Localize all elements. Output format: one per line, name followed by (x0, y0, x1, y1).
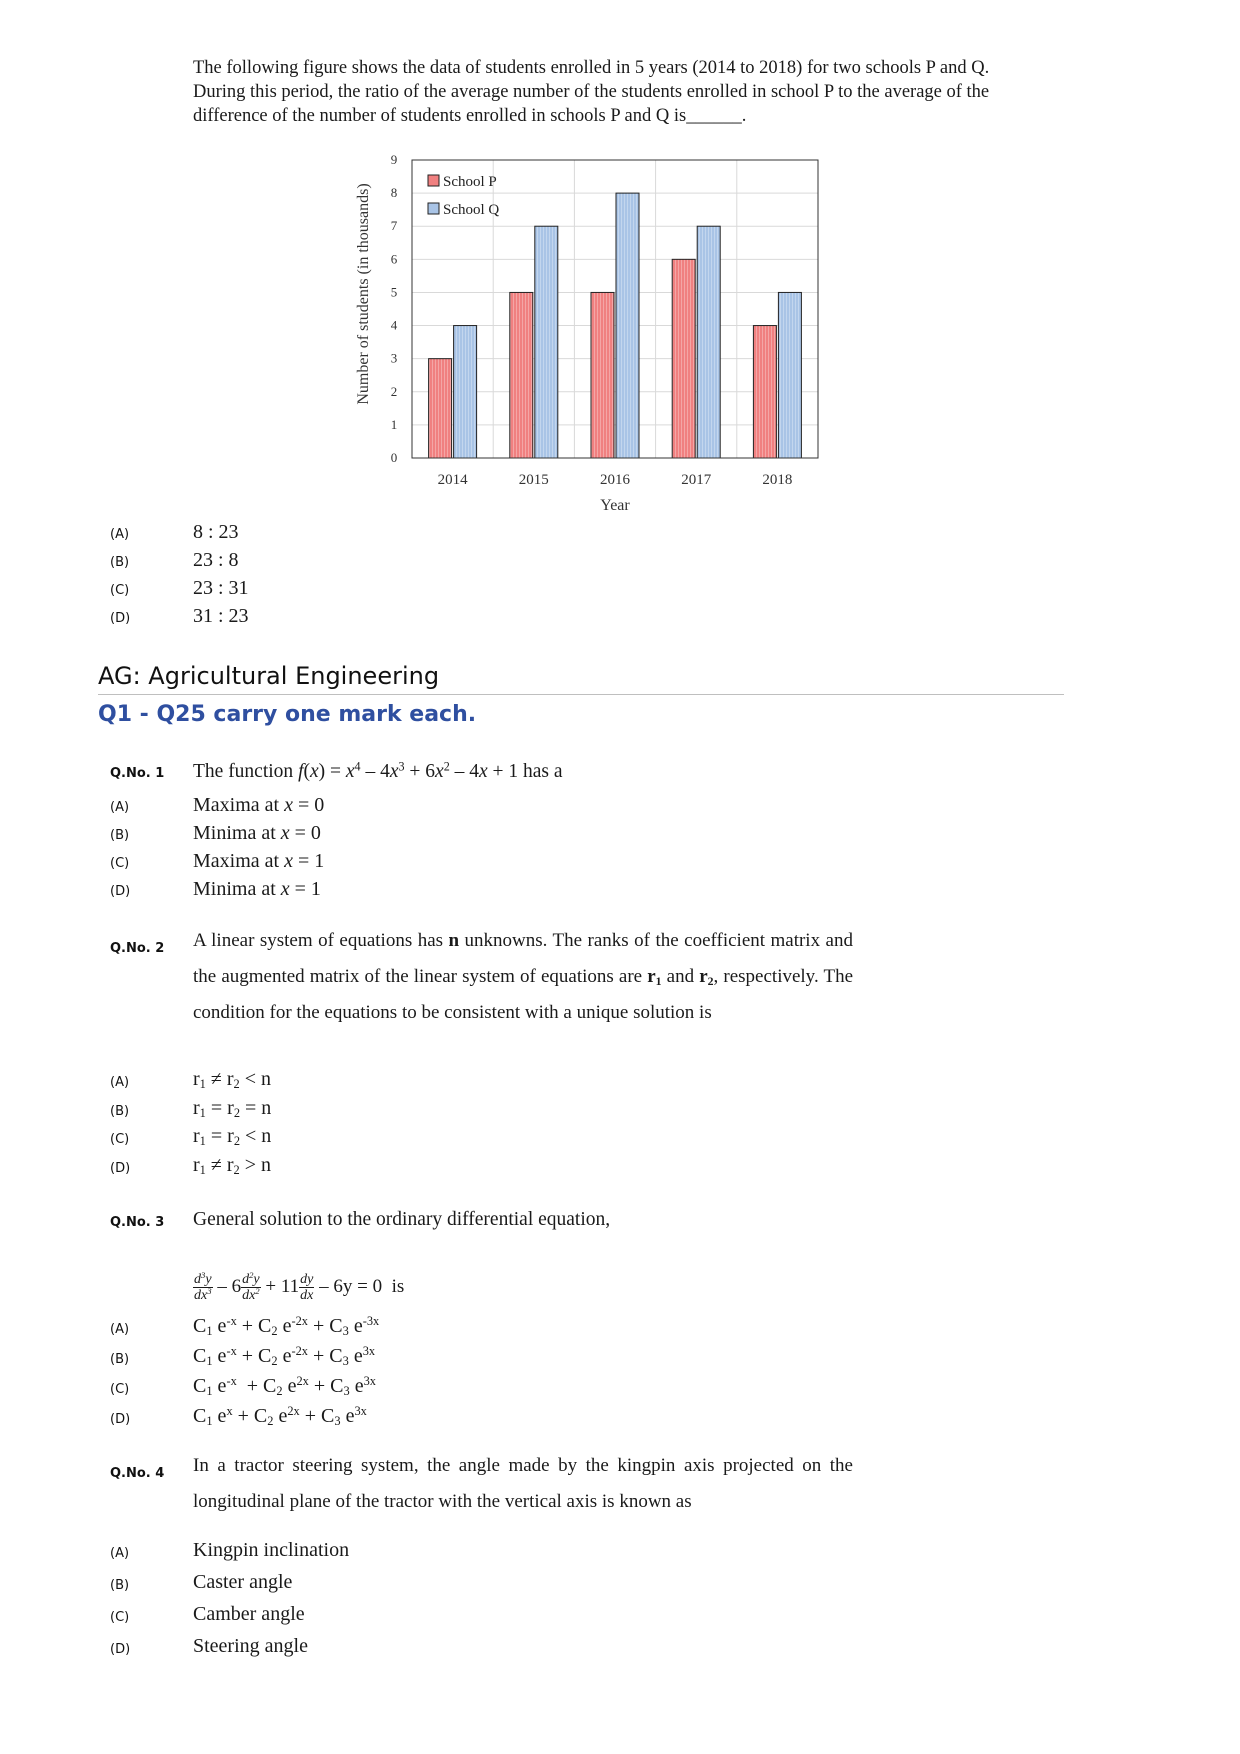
option-d[interactable]: Steering angle (193, 1635, 308, 1657)
y-tick-label: 5 (390, 284, 398, 300)
q4-text: In a tractor steering system, the angle made by the kingpin axis projected on the longitudinal plane of the tractor with the vertical axis is known as (193, 1455, 853, 1512)
option-c[interactable]: $r_1 = r_2 < n$ (193, 1125, 272, 1149)
x-tick-label: 2014 (437, 472, 468, 488)
x-tick-labels (438, 472, 793, 488)
option-label: (C) (110, 1382, 130, 1397)
option-label: (C) (110, 1132, 130, 1147)
y-axis-label: Number of students (in thousands) (355, 183, 372, 405)
option-label: (A) (110, 800, 130, 815)
q2-text: A linear system of equations has n unknowns. The ranks of the coefficient matrix and the augmented matrix of the linear system of equations are $r_1$ and $r_2$, respectively. The condition for the equations to be consistent with a unique solution is (193, 930, 854, 1023)
question-number: Q.No. 2 (110, 941, 165, 956)
option-label: (D) (110, 884, 131, 899)
option-c[interactable]: $C_1$ $e^{-x} + C_2$ $e^{2x} + C_3$ $e^{3x}$ (193, 1374, 376, 1399)
y-tick-label: 9 (390, 152, 398, 167)
question-number: Q.No. 4 (110, 1466, 165, 1481)
section-title: AG: Agricultural Engineering (98, 662, 440, 690)
y-tick-label: 4 (390, 317, 398, 333)
y-tick-label: 8 (390, 185, 398, 201)
option-c[interactable]: Maxima at x = 1 (193, 850, 325, 872)
bar-school-q-2016 (616, 193, 639, 458)
q1-text: The function $f(x) = x^4 - 4x^3 + 6x^2 - 4x + 1$ has a (193, 759, 563, 782)
option-c[interactable]: 23 : 31 (193, 577, 249, 599)
option-label: (A) (110, 1546, 130, 1561)
bar-school-p-2015 (510, 292, 533, 458)
option-label: (A) (110, 1322, 130, 1337)
y-tick-label: 6 (390, 251, 398, 267)
chart-legend (428, 174, 499, 218)
option-d[interactable]: $C_1$ $e^x + C_2$ $e^{2x} + C_3$ $e^{3x}$ (193, 1404, 367, 1429)
legend-label: School Q (443, 202, 500, 218)
option-a[interactable]: $C_1$ $e^{-x} + C_2$ $e^{-2x} + C_3$ $e^{-3x}$ (193, 1314, 380, 1339)
legend-swatch (428, 175, 439, 186)
y-tick-label: 0 (390, 450, 398, 465)
bar-school-p-2017 (672, 259, 695, 458)
option-d[interactable]: 31 : 23 (193, 605, 249, 627)
bar-school-p-2014 (429, 359, 452, 458)
option-b[interactable]: Caster angle (193, 1571, 293, 1593)
y-tick-label: 3 (390, 350, 398, 366)
option-d[interactable]: Minima at x = 1 (193, 878, 321, 900)
option-label: (A) (110, 527, 130, 542)
y-tick-labels (391, 152, 398, 465)
y-tick-label: 2 (390, 383, 398, 399)
x-axis-label: Year (600, 497, 630, 514)
option-b[interactable]: $C_1$ $e^{-x} + C_2$ $e^{-2x} + C_3$ $e^{3x}$ (193, 1344, 376, 1369)
option-label: (C) (110, 583, 130, 598)
y-tick-label: 7 (390, 218, 398, 234)
option-label: (A) (110, 1075, 130, 1090)
bar-school-q-2014 (454, 326, 477, 458)
option-label: (D) (110, 1642, 131, 1657)
bar-school-p-2016 (591, 292, 614, 458)
option-label: (B) (110, 1578, 130, 1593)
bar-school-p-2018 (753, 326, 776, 458)
option-b[interactable]: 23 : 8 (193, 549, 239, 571)
option-a[interactable]: 8 : 23 (193, 521, 239, 543)
bar-school-q-2018 (778, 292, 801, 458)
question-intro: The following figure shows the data of students enrolled in 5 years (2014 to 2018) for two schools P and Q. During this period, the ratio of the average number of the students enrolled in school P to the average of the difference of the number of students enrolled in schools P and Q is______. (193, 58, 990, 126)
section-divider (98, 694, 1064, 695)
x-tick-label: 2018 (762, 472, 793, 488)
legend-swatch (428, 203, 439, 214)
option-label: (B) (110, 1104, 130, 1119)
option-label: (C) (110, 856, 130, 871)
option-label: (B) (110, 828, 130, 843)
bar-school-q-2015 (535, 226, 558, 458)
option-b[interactable]: Minima at x = 0 (193, 822, 321, 844)
x-tick-label: 2017 (681, 472, 712, 488)
x-tick-label: 2015 (518, 472, 549, 488)
option-c[interactable]: Camber angle (193, 1603, 305, 1625)
option-a[interactable]: $r_1 \ne r_2 < n$ (193, 1068, 271, 1092)
question-number: Q.No. 3 (110, 1215, 165, 1230)
bar-school-q-2017 (697, 226, 720, 458)
option-b[interactable]: $r_1 = r_2 = n$ (193, 1097, 272, 1121)
option-a[interactable]: Maxima at x = 0 (193, 794, 325, 816)
ode-equation: $\frac{d^3y}{dx^3}$ – 6 $\frac{d^2y}{dx^2}$ + 11 $\frac{dy}{dx}$ – 6y = 0 is (194, 1270, 405, 1303)
option-label: (D) (110, 1412, 131, 1427)
section-subtitle: Q1 - Q25 carry one mark each. (98, 702, 477, 727)
x-tick-label: 2016 (600, 472, 630, 488)
option-d[interactable]: $r_1 \ne r_2 > n$ (193, 1154, 271, 1178)
option-label: (D) (110, 1161, 131, 1176)
option-label: (D) (110, 611, 131, 626)
legend-label: School P (443, 174, 497, 190)
option-label: (B) (110, 1352, 130, 1367)
option-a[interactable]: Kingpin inclination (193, 1539, 350, 1561)
question-number: Q.No. 1 (110, 766, 165, 781)
bar-chart (350, 150, 830, 520)
option-label: (C) (110, 1610, 130, 1625)
y-tick-label: 1 (390, 416, 398, 432)
q3-text: General solution to the ordinary differential equation, (193, 1209, 611, 1230)
option-label: (B) (110, 555, 130, 570)
